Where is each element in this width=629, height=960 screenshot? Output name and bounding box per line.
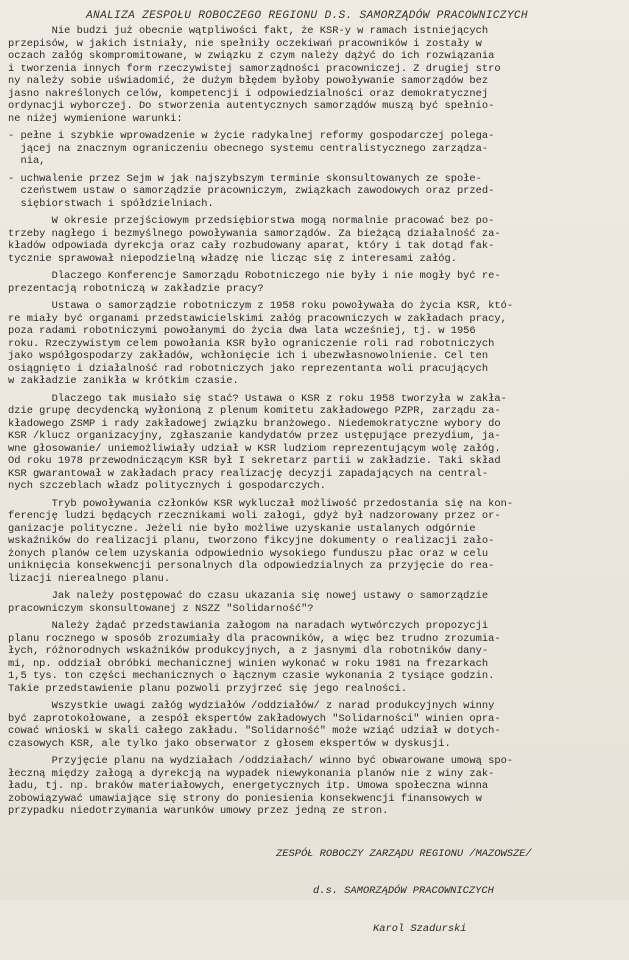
- paragraph-remarks: Wszystkie uwagi załóg wydziałów /oddziałów/ z narad produkcyjnych winny być zaprotokołowane, a zespół ekspertów zakładowych "Solidarności" winien opra- cować wnioski w skali całego zakładu. "Solidarność" może wziąć udział w dotych- czasowych KSR, ale tylko jako obserwator z głosem ekspertów w dyskusji.: [8, 700, 619, 750]
- paragraph-question-proceed: Jak należy postępować do czasu ukazania się nowej ustawy o samorządzie pracowniczym skonsultowanej z NSZZ "Solidarność"?: [8, 590, 619, 615]
- paragraph-intro: Nie budzi już obecnie wątpliwości fakt, że KSR-y w ramach istniejących przepisów, w jakich istniały, nie spełniły oczekiwań pracowników i zostały w oczach załóg skompromitowane, w związku z czym należy dążyć do ich rozwiązania i tworzenia innych form rzeczywistej samorządności pracowniczej. Z drugiej stro ny należy sobie uświadomić, że dużym błędem byłoby powoływanie samorządów bez jasno nakreślonych celów, kompetencji i odpowiedzialności oraz demokratycznej ordynacji wyborczej. Do stworzenia autentycznych samorządów muszą być spełnio- ne niżej wymienione warunki:: [8, 25, 619, 125]
- signature-block: [8, 823, 619, 960]
- paragraph-appointment: Tryb powoływania członków KSR wykluczał możliwość przedostania się na kon- ferencję ludzi będących rzecznikami woli załogi, gdyż był nadzorowany przez or- ganizacje polityczne. Jeżeli nie było możliwe uzyskanie ustalanych odgórnie wskaźników do realizacji planu, tworzono fikcyjne dokumenty o realizacji zało- żonych planów celem uzyskania odpowiednio wysokiego funduszu płac oraz w celu uniknięcia konsekwencji personalnych dla odpowiedzialnych za przyjęcie do rea- lizacji nierealnego planu.: [8, 498, 619, 586]
- paragraph-why: Dlaczego tak musiało się stać? Ustawa o KSR z roku 1958 tworzyła w zakła- dzie grupę decydencką wyłonioną z plenum komitetu zakładowego PZPR, zarządu za- kładowego ZSMP i rady zakładowej związku branżowego. Niedemokratyczne wybory do KSR /klucz organizacyjny, zgłaszanie kandydatów przez ustępujące prezydium, ja- wne głosowanie/ uniemożliwiały udział w KSR ludziom reprezentującym wolę załóg. Od roku 1978 przewodniczącym KSR był I sekretarz partii w zakładzie. Taki skład KSR gwarantował w zakładach pracy realizację decyzji zapadających na central- nych szczeblach władz politycznych i gospodarczych.: [8, 393, 619, 493]
- paragraph-question-ksr: Dlaczego Konferencje Samorządu Robotniczego nie były i nie mogły być re- prezentacją robotniczą w zakładzie pracy?: [8, 270, 619, 295]
- list-item-reform: - pełne i szybkie wprowadzenie w życie radykalnej reformy gospodarczej polega- jącej na znacznym ograniczeniu obecnego systemu centralistycznego zarządza- nia,: [8, 130, 619, 168]
- paragraph-social-agreement: Przyjęcie planu na wydziałach /oddziałach/ winno być obwarowane umową spo- łeczną między załogą a dyrekcją na wypadek niewykonania planów nie z winy zak- ładu, tj. np. braków materiałowych, energetycznych itp. Umowa społeczna winna zobowiązywać umawiające się strony do poniesienia konsekwencji finansowych w przypadku niedotrzymania warunków umowy przez jedną ze stron.: [8, 755, 619, 818]
- signature-unit: d.s. SAMORZĄDÓW PRACOWNICZYCH: [313, 885, 619, 898]
- paragraph-transition: W okresie przejściowym przedsiębiorstwa mogą normalnie pracować bez po- trzeby nagłego i bezmyślnego powoływania samorządów. Za bieżącą działalność za- kładów odpowiada dyrekcja oraz cały rozbudowany aparat, który i tak dotąd fak- tycznie sprawował niepodzielną władzę nie licząc się z interesami załóg.: [8, 215, 619, 265]
- signature-team: ZESPÓŁ ROBOCZY ZARZĄDU REGIONU /MAZOWSZE/: [276, 848, 619, 861]
- paragraph-act-1958: Ustawa o samorządzie robotniczym z 1958 roku powoływała do życia KSR, któ- re miały być organami przedstawicielskimi załóg pracowniczych w zakładach pracy, poza radami robotniczymi powołanymi do życia dwa lata wcześniej, tj. w 1956 roku. Rzeczywistym celem powołania KSR było ograniczenie roli rad robotniczych jako współgospodarzy zakładów, wchłonięcie ich i ubezwłasnowolnienie. Cel ten osiągnięto i działalność rad robotniczych jako reprezentanta woli pracujących w zakładzie zanikła w krótkim czasie.: [8, 300, 619, 388]
- document-title: ANALIZA ZESPOŁU ROBOCZEGO REGIONU D.S. SAMORZĄDÓW PRACOWNICZYCH: [86, 10, 619, 22]
- signature-author: Karol Szadurski: [373, 923, 619, 936]
- list-item-sejm: - uchwalenie przez Sejm w jak najszybszym terminie skonsultowanych ze społe- czeństwem ustaw o samorządzie pracowniczym, związkach zawodowych oraz przed- siębiorstwach i spółdzielniach.: [8, 173, 619, 211]
- paragraph-plan-presentation: Należy żądać przedstawiania załogom na naradach wytwórczych propozycji planu rocznego w sposób zrozumiały dla pracowników, a więc bez trudno zrozumia- łych, różnorodnych wskaźników produkcyjnych, a z jasnymi dla robotników dany- mi, np. oddział obróbki mechanicznej winien wykonać w roku 1981 na frezarkach 1,5 tys. ton części mechanicznych o łącznym czasie wykonania 2 tysiące godzin. Takie przedstawienie planu pozwoli przyjrzeć się jego realności.: [8, 620, 619, 695]
